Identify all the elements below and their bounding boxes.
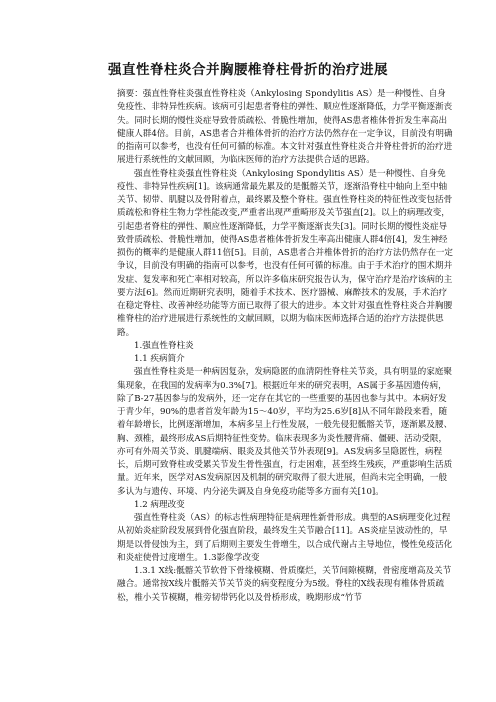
document-title: 强直性脊柱炎合并胸腰椎脊柱骨折的治疗进展 [108,62,388,78]
subsection-heading: 1.2 病理改变 [134,499,185,510]
abstract-paragraph: 摘要：强直性脊柱炎强直性脊柱炎（Ankylosing Spondylitis AS）是一种慢性、自身免疫性、非特异性疾病。该病可引起患者脊柱的弹性、顺应性逐渐降低，力学平衡逐渐丧失。同时长期的慢性炎症导致骨质疏松、骨脆性增加，使得AS患者椎体骨折发生率高出健康人群4倍。目前，AS患者合并椎体骨折的治疗方法仍然存在一定争议，目前没有明确的指南可以参考，也没有任何可循的标准。本文针对强直性脊柱炎合并脊柱骨折的治疗进展进行系统性的文献回顾，为临床医师的治疗方法提供合适的思路。 [117,89,453,166]
body-paragraph: 强直性脊柱炎是一种病因复杂，发病隐匿的血清阴性脊柱关节炎，具有明显的家庭聚集现象，在我国的发病率为0.3%[7]。根据近年来的研究表明，AS属于多基因遗传病，除了B-27基因参与的发病外，还一定存在其它的一些重要的基因也参与其中。本病好发于青少年，90%的患者首发年龄为15～40岁，平均为25.6岁[8]从不同年龄段来看，随着年龄增长，比例逐渐增加，本病多呈上行性发展，一般先侵犯骶髂关节，逐渐累及腰、胸、颈椎，最终形成AS后期特征性变势。临床表现多为炎性腰背痛、僵硬、活动受限，亦可有外周关节炎、肌腱端病、眼炎及其他关节外表现[9]。AS发病多呈隐匿性，病程长，后期可致脊柱或受累关节发生骨性强直，行走困难，甚至终生残疾，严重影响生活质量。近年来，医学对AS发病原因及机制的研究取得了很大进展，但尚未完全明确，一般多认为与遗传、环境、内分泌失调及自身免疫功能等多方面有关[10]。 [117,367,453,497]
intro-paragraph: 强直性脊柱炎强直性脊柱炎（Ankylosing Spondylitis AS）是一种慢性、自身免疫性、非特异性疾病[1]。该病通常最先累及的是骶髂关节，逐渐沿脊柱中轴向上至中轴关节、韧带、肌腱以及骨附着点，最终累及整个脊柱。强直性脊柱炎的特征性改变包括骨质疏松和脊柱生物力学性能改变,严重者出现严重畸形及关节强直[2]。以上的病理改变，引起患者脊柱的弹性、顺应性逐渐降低，力学平衡逐渐丧失[3]。同时长期的慢性炎症导致骨质疏松、骨脆性增加，使得AS患者椎体骨折发生率高出健康人群4倍[4]，发生神经损伤的概率约是健康人群11倍[5]。目前，AS患者合并椎体骨折的治疗方法仍然存在一定争议，目前没有明确的指南可以参考，也没有任何可循的标准。由于手术治疗的围术期并发症、复发率和死亡率相对较高，所以许多临床研究报告认为，保守治疗是治疗该病的主要方法[6]。然而近期研究表明，随着手术技术、医疗器械、麻醉技术的发展，手术治疗在稳定脊柱、改善神经功能等方面已取得了很大的进步。本文针对强直性脊柱炎合并胸腰椎脊柱的治疗进展进行系统性的文献回顾，以期为临床医师选择合适的治疗方法提供思路。 [117,168,453,338]
subsection-heading: 1.1 疾病简介 [134,354,185,364]
body-paragraph: 强直性脊柱炎（AS）的标志性病理特征是病理性新骨形成。典型的AS病理变化过程从初始炎症阶段发展到骨化强直阶段，最终发生关节融合[11]。AS炎症呈波动性的，早期是以骨侵蚀为主，到了后期则主要发生骨增生，以合成代谢占主导地位，慢性免疫活化和炎症使骨过度增生。1.3影像学改变 [117,513,453,563]
document-body [117,88,454,605]
section-heading: 1.强直性脊柱炎 [134,340,194,351]
body-paragraph: 1.3.1 X线:骶髂关节软骨下骨缘模糊、骨质糜烂，关节间隙模糊，骨密度增高及关节融合。通常按X线片骶髂关节关节炎的病变程度分为5级。脊柱的X线表现有椎体骨质疏松，椎小关节模糊，椎旁韧带钙化以及骨桥形成，晚期形成“竹节 [117,566,452,603]
